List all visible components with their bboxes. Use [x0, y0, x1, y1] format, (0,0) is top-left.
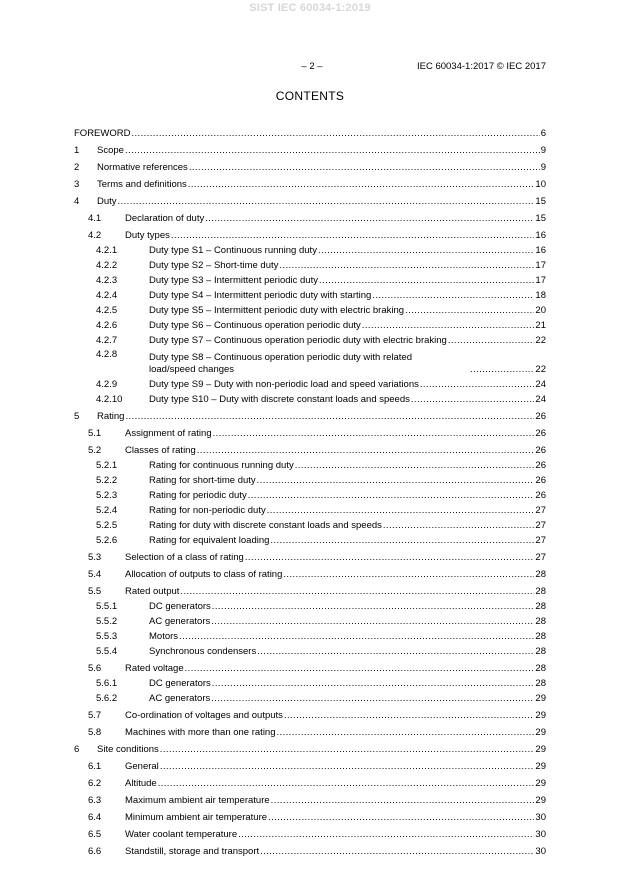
toc-entry[interactable] [74, 487, 546, 502]
toc-entry-number: 6.1 [88, 761, 102, 772]
toc-entry[interactable] [74, 643, 546, 658]
toc-entry[interactable] [74, 824, 546, 841]
toc-entry[interactable] [74, 690, 546, 705]
toc-entry-title: Duty type S1 – Continuous running duty [149, 245, 317, 256]
toc-entry-title: Duty type S6 – Continuous operation periodic duty [149, 320, 361, 331]
toc-leader-dots [248, 490, 535, 502]
toc-entry-page: 30 [535, 812, 546, 823]
toc-entry-page: 24 [535, 379, 546, 390]
toc-entry-title: Duty type S10 – Duty with discrete constant loads and speeds [149, 394, 410, 405]
toc-entry-title: Standstill, storage and transport [125, 846, 260, 857]
toc-entry-number: 5.7 [88, 710, 102, 721]
toc-leader-dots [257, 475, 535, 487]
toc-entry-page: 28 [535, 616, 546, 627]
toc-leader-dots [448, 335, 535, 347]
toc-entry-number: 5.2.1 [96, 460, 118, 471]
toc-entry-page: 28 [535, 631, 546, 642]
toc-entry-page: 29 [535, 761, 546, 772]
toc-entry[interactable] [74, 807, 546, 824]
toc-leader-dots [189, 162, 540, 174]
toc-leader-dots [118, 196, 535, 208]
toc-entry-number: 4.1 [88, 213, 102, 224]
toc-entry-page: 16 [535, 245, 546, 256]
toc-leader-dots [212, 678, 535, 690]
toc-entry-title: Duty type S2 – Short-time duty [149, 260, 279, 271]
toc-leader-dots [245, 552, 535, 564]
toc-entry[interactable] [74, 841, 546, 858]
toc-leader-dots [283, 569, 534, 581]
toc-entry-title: Assignment of rating [125, 428, 212, 439]
toc-entry-title: Declaration of duty [125, 213, 205, 224]
toc-entry-title-line1: Duty type S8 – Continuous operation periodic duty with related [149, 352, 412, 363]
toc-entry[interactable] [74, 257, 546, 272]
toc-entry[interactable] [74, 317, 546, 332]
toc-leader-dots [383, 520, 535, 532]
toc-entry-number: 5.6.1 [96, 678, 118, 689]
toc-entry-number: 5.2.2 [96, 475, 118, 486]
toc-entry-page: 28 [535, 646, 546, 657]
toc-entry[interactable] [74, 440, 546, 457]
toc-entry-page: 15 [535, 213, 546, 224]
toc-leader-dots [420, 379, 535, 391]
toc-entry-title: Water coolant temperature [125, 829, 238, 840]
toc-entry-number: 4.2.5 [96, 305, 118, 316]
toc-leader-dots [188, 179, 535, 191]
toc-entry-page: 29 [535, 710, 546, 721]
toc-entry[interactable] [74, 502, 546, 517]
toc-leader-dots [158, 778, 535, 790]
page-number: – 2 – [301, 61, 323, 72]
toc-entry-title: Synchronous condensers [149, 646, 257, 657]
toc-entry-title: Duty type S3 – Intermittent periodic duty [149, 275, 318, 286]
toc-entry-page: 29 [535, 744, 546, 755]
toc-entry-page: 20 [535, 305, 546, 316]
toc-entry-page: 29 [535, 693, 546, 704]
toc-entry-title: Duty type S9 – Duty with non-periodic load and speed variations [149, 379, 419, 390]
toc-entry[interactable] [74, 406, 546, 423]
toc-entry-title: Machines with more than one rating [125, 727, 276, 738]
toc-entry-title: Duty type S7 – Continuous operation periodic duty with electric braking [149, 335, 447, 346]
toc-entry[interactable] [74, 191, 546, 208]
toc-entry-title: DC generators [149, 601, 211, 612]
toc-entry-number: 6.6 [88, 846, 102, 857]
toc-entry-title: Rating for duty with discrete constant loads and speeds [149, 520, 382, 531]
toc-entry[interactable] [74, 302, 546, 317]
toc-entry-title-line2: load/speed changes [149, 364, 235, 375]
toc-entry-title: AC generators [149, 693, 211, 704]
toc-entry-page: 9 [540, 145, 546, 156]
toc-entry[interactable] [74, 457, 546, 472]
toc-entry-page: 10 [535, 179, 546, 190]
toc-entry-title: Terms and definitions [97, 179, 187, 190]
toc-entry-number: 4.2.10 [96, 394, 123, 405]
toc-entry-number: 1 [74, 145, 80, 156]
toc-entry-page: 17 [535, 260, 546, 271]
toc-entry[interactable] [74, 564, 546, 581]
toc-entry-number: 5.3 [88, 552, 102, 563]
toc-entry-title: Duty type S5 – Intermittent periodic duty with electric braking [149, 305, 405, 316]
toc-entry-number: 4.2.9 [96, 379, 118, 390]
toc-entry-number: 5.2.4 [96, 505, 118, 516]
toc-entry-number: 4.2.3 [96, 275, 118, 286]
toc-entry[interactable] [74, 790, 546, 807]
toc-leader-dots [267, 505, 535, 517]
toc-entry-number: 4.2.6 [96, 320, 118, 331]
toc-entry[interactable] [74, 140, 546, 157]
toc-entry-page: 27 [535, 535, 546, 546]
toc-entry-title: Co-ordination of voltages and outputs [125, 710, 283, 721]
toc-entry[interactable] [74, 272, 546, 287]
toc-entry-page: 18 [535, 290, 546, 301]
toc-entry-page: 22 [535, 335, 546, 346]
toc-entry-page: 30 [535, 829, 546, 840]
toc-entry-number: 4.2.1 [96, 245, 118, 256]
toc-leader-dots [362, 320, 535, 332]
toc-entry-title: Maximum ambient air temperature [125, 795, 270, 806]
toc-leader-dots [205, 213, 534, 225]
toc-entry-page: 26 [535, 445, 546, 456]
toc-entry-page: 28 [535, 678, 546, 689]
toc-entry-number: 6.3 [88, 795, 102, 806]
toc-entry-number: 5.5.3 [96, 631, 118, 642]
toc-entry[interactable] [74, 157, 546, 174]
toc-entry-number: 5.2 [88, 445, 102, 456]
toc-entry[interactable] [74, 532, 546, 547]
toc-entry-page: 26 [535, 475, 546, 486]
toc-entry-page: 28 [535, 663, 546, 674]
table-of-contents [74, 123, 546, 858]
toc-entry-title: Rated output [125, 586, 180, 597]
toc-entry-title: Scope [97, 145, 124, 156]
toc-entry-title: AC generators [149, 616, 211, 627]
toc-entry-title: Allocation of outputs to class of rating [125, 569, 283, 580]
toc-entry-page: 22 [535, 364, 546, 375]
toc-leader-dots [213, 428, 535, 440]
toc-entry[interactable] [74, 287, 546, 302]
toc-entry-title: Motors [149, 631, 179, 642]
toc-entry[interactable] [74, 756, 546, 773]
toc-entry-title: FOREWORD [74, 128, 131, 139]
standard-reference: IEC 60034-1:2017 © IEC 2017 [416, 61, 546, 72]
toc-leader-dots [125, 411, 534, 423]
toc-entry-page: 17 [535, 275, 546, 286]
toc-leader-dots [271, 795, 535, 807]
toc-leader-dots [185, 663, 535, 675]
toc-entry-number: 4.2.7 [96, 335, 118, 346]
toc-entry-title: Selection of a class of rating [125, 552, 244, 563]
toc-entry[interactable] [74, 613, 546, 628]
toc-entry-title: Rating for non-periodic duty [149, 505, 266, 516]
toc-leader-dots [179, 631, 534, 643]
toc-entry-page: 29 [535, 778, 546, 789]
toc-entry-number: 5.5 [88, 586, 102, 597]
toc-leader-dots [160, 761, 535, 773]
toc-leader-dots [260, 846, 534, 858]
toc-leader-dots [131, 128, 539, 140]
toc-entry[interactable] [74, 423, 546, 440]
toc-entry-page: 29 [535, 795, 546, 806]
contents-heading: CONTENTS [275, 89, 345, 103]
toc-entry-number: 5.2.6 [96, 535, 118, 546]
toc-entry[interactable] [74, 391, 546, 406]
toc-leader-dots [470, 364, 534, 376]
toc-entry-title: Classes of rating [125, 445, 196, 456]
toc-entry-page: 26 [535, 460, 546, 471]
toc-entry-page: 9 [540, 162, 546, 173]
toc-entry[interactable] [74, 739, 546, 756]
toc-entry[interactable] [74, 242, 546, 257]
toc-entry-title [149, 352, 469, 376]
toc-entry-page: 28 [535, 601, 546, 612]
toc-entry[interactable] [74, 472, 546, 487]
toc-entry-page: 26 [535, 428, 546, 439]
toc-entry[interactable] [74, 722, 546, 739]
toc-leader-dots [277, 727, 535, 739]
toc-entry-number: 4.2.2 [96, 260, 118, 271]
toc-entry-title: General [125, 761, 159, 772]
toc-entry-number: 5.5.2 [96, 616, 118, 627]
toc-entry-number: 5.6 [88, 663, 102, 674]
toc-entry-page: 27 [535, 520, 546, 531]
toc-entry[interactable] [74, 174, 546, 191]
toc-entry-page: 28 [535, 586, 546, 597]
toc-leader-dots [197, 445, 535, 457]
toc-entry-page: 26 [535, 490, 546, 501]
toc-entry[interactable] [74, 123, 546, 140]
toc-entry-title: Rating [97, 411, 125, 422]
toc-entry-title: Minimum ambient air temperature [125, 812, 268, 823]
toc-entry-number: 5.2.3 [96, 490, 118, 501]
toc-entry-number: 5.8 [88, 727, 102, 738]
toc-entry[interactable] [74, 225, 546, 242]
toc-entry[interactable] [74, 598, 546, 613]
toc-entry-title: Rating for periodic duty [149, 490, 247, 501]
toc-leader-dots [160, 744, 535, 756]
toc-entry-page: 30 [535, 846, 546, 857]
toc-leader-dots [257, 646, 534, 658]
toc-leader-dots [279, 260, 534, 272]
toc-entry-title: Rating for equivalent loading [149, 535, 270, 546]
toc-entry-page: 21 [535, 320, 546, 331]
toc-leader-dots [411, 394, 535, 406]
toc-entry[interactable] [74, 547, 546, 564]
toc-entry[interactable] [74, 208, 546, 225]
toc-entry[interactable] [74, 628, 546, 643]
toc-entry[interactable] [74, 658, 546, 675]
toc-entry-title: Duty type S4 – Intermittent periodic duty with starting [149, 290, 372, 301]
toc-leader-dots [238, 829, 534, 841]
toc-leader-dots [284, 710, 535, 722]
toc-entry-number: 4 [74, 196, 80, 207]
toc-entry-title: Altitude [125, 778, 157, 789]
toc-entry-title: Normative references [97, 162, 188, 173]
toc-entry[interactable] [74, 332, 546, 347]
toc-entry-number: 6.4 [88, 812, 102, 823]
toc-entry-number: 6 [74, 744, 80, 755]
toc-entry-number: 5.4 [88, 569, 102, 580]
toc-leader-dots [270, 535, 534, 547]
toc-entry-title: Rated voltage [125, 663, 184, 674]
toc-entry-number: 5.1 [88, 428, 102, 439]
toc-leader-dots [319, 275, 534, 287]
toc-entry-number: 5.2.5 [96, 520, 118, 531]
toc-entry-page: 6 [540, 128, 546, 139]
toc-leader-dots [268, 812, 534, 824]
toc-entry-page: 27 [535, 552, 546, 563]
toc-entry-title: DC generators [149, 678, 211, 689]
toc-leader-dots [171, 230, 535, 242]
toc-entry-number: 4.2.4 [96, 290, 118, 301]
toc-entry-number: 4.2.8 [96, 349, 118, 360]
toc-leader-dots [372, 290, 534, 302]
toc-entry[interactable] [74, 347, 546, 376]
toc-entry-number: 5 [74, 411, 80, 422]
watermark: SIST IEC 60034-1:2019 [249, 2, 371, 14]
toc-leader-dots [318, 245, 534, 257]
toc-entry-page: 28 [535, 569, 546, 580]
toc-entry-title: Rating for short-time duty [149, 475, 256, 486]
toc-entry-page: 27 [535, 505, 546, 516]
toc-entry-number: 2 [74, 162, 80, 173]
toc-leader-dots [180, 586, 534, 598]
toc-entry-title: Site conditions [97, 744, 159, 755]
toc-entry-page: 16 [535, 230, 546, 241]
toc-entry-title: Rating for continuous running duty [149, 460, 294, 471]
toc-entry-page: 15 [535, 196, 546, 207]
toc-entry-page: 24 [535, 394, 546, 405]
toc-entry-number: 6.5 [88, 829, 102, 840]
toc-leader-dots [125, 145, 540, 157]
toc-entry-number: 6.2 [88, 778, 102, 789]
toc-entry[interactable] [74, 675, 546, 690]
toc-entry[interactable] [74, 517, 546, 532]
toc-leader-dots [211, 616, 534, 628]
toc-leader-dots [212, 601, 535, 613]
toc-entry-title: Duty types [125, 230, 170, 241]
toc-entry-page: 26 [535, 411, 546, 422]
toc-entry[interactable] [74, 705, 546, 722]
toc-entry-number: 3 [74, 179, 80, 190]
toc-leader-dots [295, 460, 535, 472]
toc-entry-number: 4.2 [88, 230, 102, 241]
toc-entry-page: 29 [535, 727, 546, 738]
toc-entry[interactable] [74, 773, 546, 790]
toc-entry-number: 5.5.4 [96, 646, 118, 657]
toc-entry-number: 5.6.2 [96, 693, 118, 704]
toc-entry-number: 5.5.1 [96, 601, 118, 612]
toc-entry[interactable] [74, 376, 546, 391]
toc-leader-dots [211, 693, 534, 705]
toc-entry-title: Duty [97, 196, 117, 207]
toc-entry[interactable] [74, 581, 546, 598]
toc-leader-dots [405, 305, 534, 317]
